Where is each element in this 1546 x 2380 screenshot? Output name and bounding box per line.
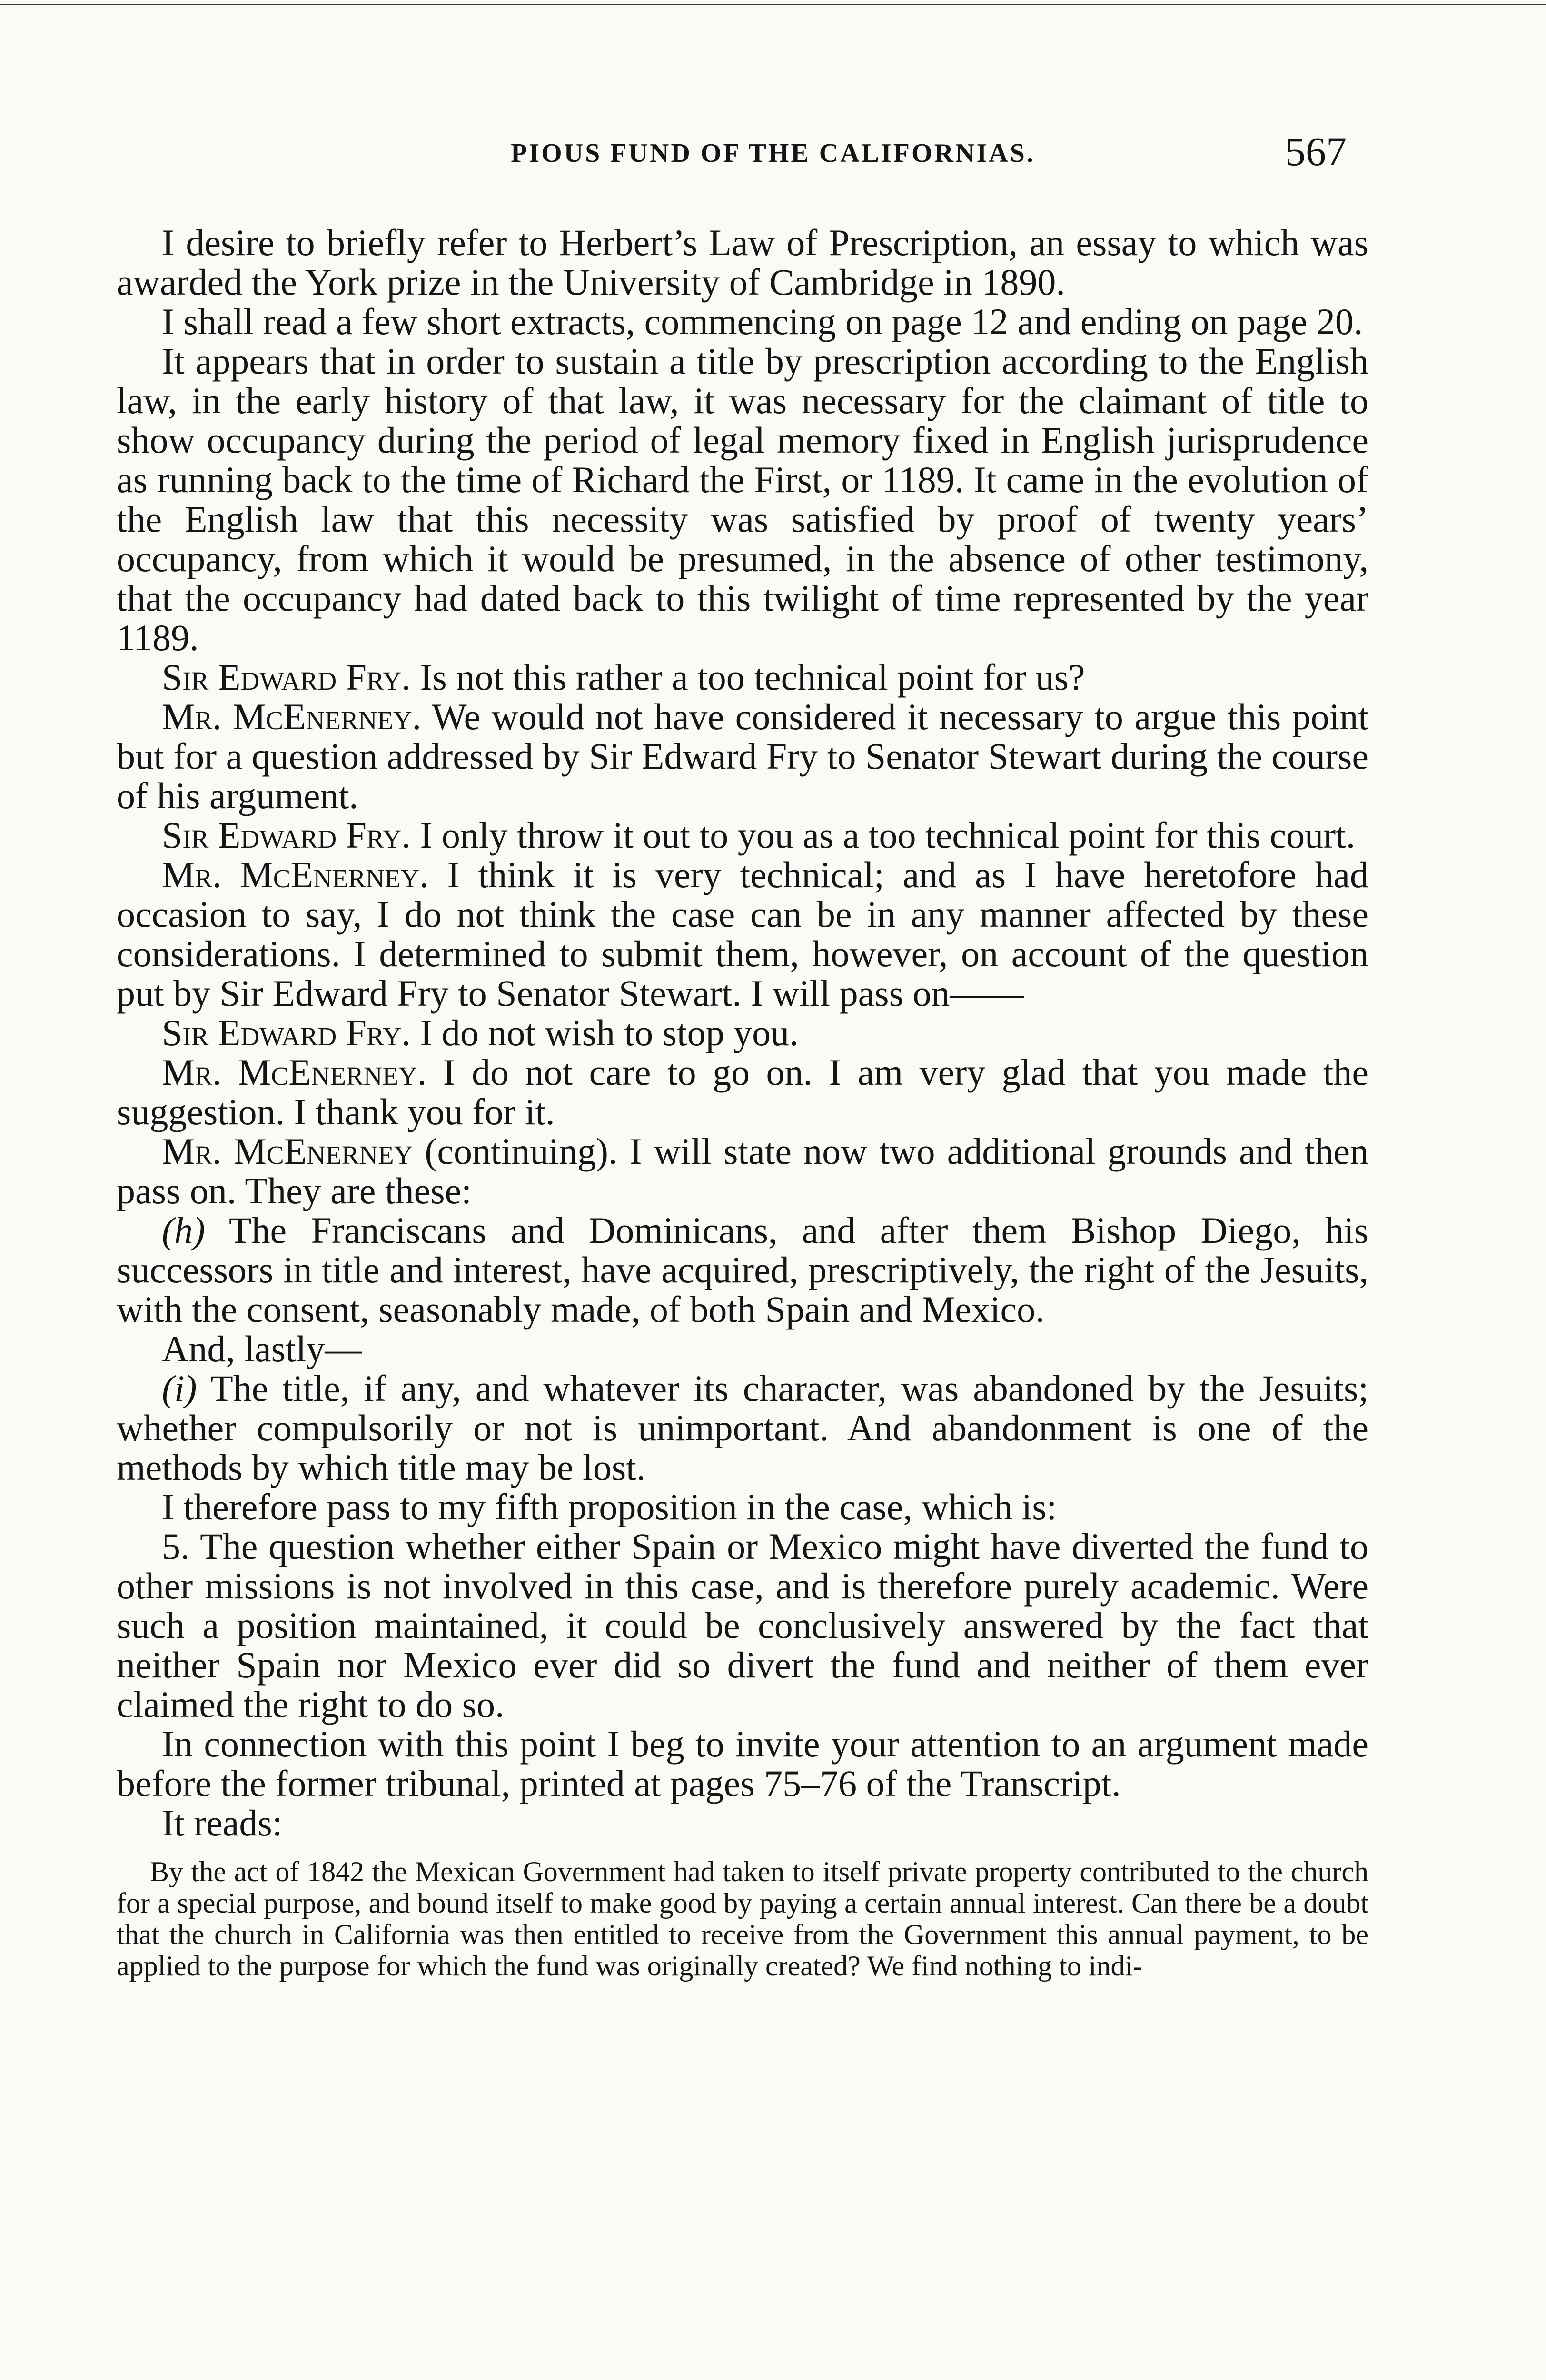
- dialogue-fry-1: [117, 657, 1368, 697]
- paragraph-extracts: I shall read a few short extracts, commencing on page 12 and ending on page 20.: [162, 301, 1363, 342]
- speech-text: I do not care to go on. I am very glad that you made the suggestion. I thank you for it.: [117, 1051, 1368, 1132]
- dialogue-mcenerney-3: [117, 1052, 1368, 1131]
- ground-text: The title, if any, and whatever its character, was abandoned by the Jesuits; whether compulsorily or not is unimportant. And abandonment is one of the methods by which title may be lost.: [117, 1368, 1368, 1488]
- paragraph-fifth-proposition: I therefore pass to my fifth proposition in the case, which is:: [162, 1486, 1057, 1527]
- speech-text: Is not this rather a too technical point for us?: [410, 656, 1085, 698]
- list-marker: (i): [162, 1368, 197, 1409]
- dialogue-mcenerney-4: [117, 1131, 1368, 1210]
- speaker-name: Sir Edward Fry.: [162, 656, 411, 698]
- top-rule: [0, 4, 1546, 5]
- dialogue-mcenerney-1: [117, 697, 1368, 815]
- running-title: PIOUS FUND OF THE CALIFORNIAS.: [511, 139, 1035, 168]
- speaker-name: Sir Edward Fry.: [162, 1012, 411, 1053]
- dialogue-mcenerney-2: [117, 855, 1368, 1013]
- speech-text: (continuing). I will state now two additional grounds and then pass on. They are these:: [117, 1130, 1368, 1211]
- ground-h: [117, 1210, 1368, 1329]
- speaker-name: Mr. McEnerney.: [162, 696, 422, 737]
- dialogue-fry-3: [117, 1013, 1368, 1052]
- list-marker: (h): [162, 1210, 205, 1251]
- speaker-name: Mr. McEnerney.: [162, 854, 429, 895]
- speech-text: We would not have considered it necessary to argue this point but for a question addressed by Sir Edward Fry to Senator Stewart during the course of his argument.: [117, 696, 1368, 816]
- body-text: [117, 223, 1368, 2010]
- speaker-name: Sir Edward Fry.: [162, 814, 411, 856]
- paragraph-connection: In connection with this point I beg to invite your attention to an argument made before the former tribunal, printed at pages 75–76 of the Transcript.: [117, 1723, 1368, 1804]
- speech-text: I think it is very technical; and as I have heretofore had occasion to say, I do not think the case can be in any manner affected by these considerations. I determined to submit them, however, on account of the question put by Sir Edward Fry to Senator Stewart. I will pass on——: [117, 854, 1369, 1014]
- speech-text: I only throw it out to you as a too technical point for this court.: [410, 814, 1356, 856]
- speaker-name: Mr. McEnerney.: [162, 1051, 427, 1093]
- paragraph-prescription: It appears that in order to sustain a title by prescription according to the English law, in the early history of that law, it was necessary for the claimant of title to show occupancy during the period of legal memory fixed in English jurisprudence as running back to the time of Richard the First, or 1189. It came in the evolution of the English law that this necessity was satisfied by proof of twenty years’ occupancy, from which it would be presumed, in the absence of other testimony, that the occupancy had dated back to this twilight of time represented by the year 1189.: [117, 340, 1368, 658]
- ground-text: The Franciscans and Dominicans, and after them Bishop Diego, his successors in title and interest, have acquired, prescriptively, the right of the Jesuits, with the consent, seasonably made, of both Spain and Mexico.: [117, 1210, 1368, 1330]
- block-quote: By the act of 1842 the Mexican Government had taken to itself private property contributed to the church for a special purpose, and bound itself to make good by paying a certain annual interest. Can there be a doubt that the church in California was then entitled to receive from the Government this annual payment, to be applied to the purpose for which the fund was originally created? We find nothing to indi-: [117, 1856, 1368, 1982]
- paragraph-herbert: I desire to briefly refer to Herbert’s Law of Prescription, an essay to which was awarded the York prize in the University of Cambridge in 1890.: [117, 222, 1368, 303]
- speech-text: I do not wish to stop you.: [410, 1012, 799, 1053]
- ground-i: [117, 1368, 1368, 1487]
- speaker-name: Mr. McEnerney: [162, 1130, 413, 1172]
- proposition-5: 5. The question whether either Spain or Mexico might have diverted the fund to other missions is not involved in this case, and is therefore purely academic. Were such a position maintained, it could be conclusively answered by the fact that neither Spain nor Mexico ever did so divert the fund and neither of them ever claimed the right to do so.: [117, 1526, 1368, 1725]
- page-number: 567: [1285, 129, 1347, 174]
- paragraph-lastly: And, lastly—: [162, 1328, 362, 1369]
- dialogue-fry-2: [117, 815, 1368, 855]
- paragraph-it-reads: It reads:: [162, 1802, 283, 1844]
